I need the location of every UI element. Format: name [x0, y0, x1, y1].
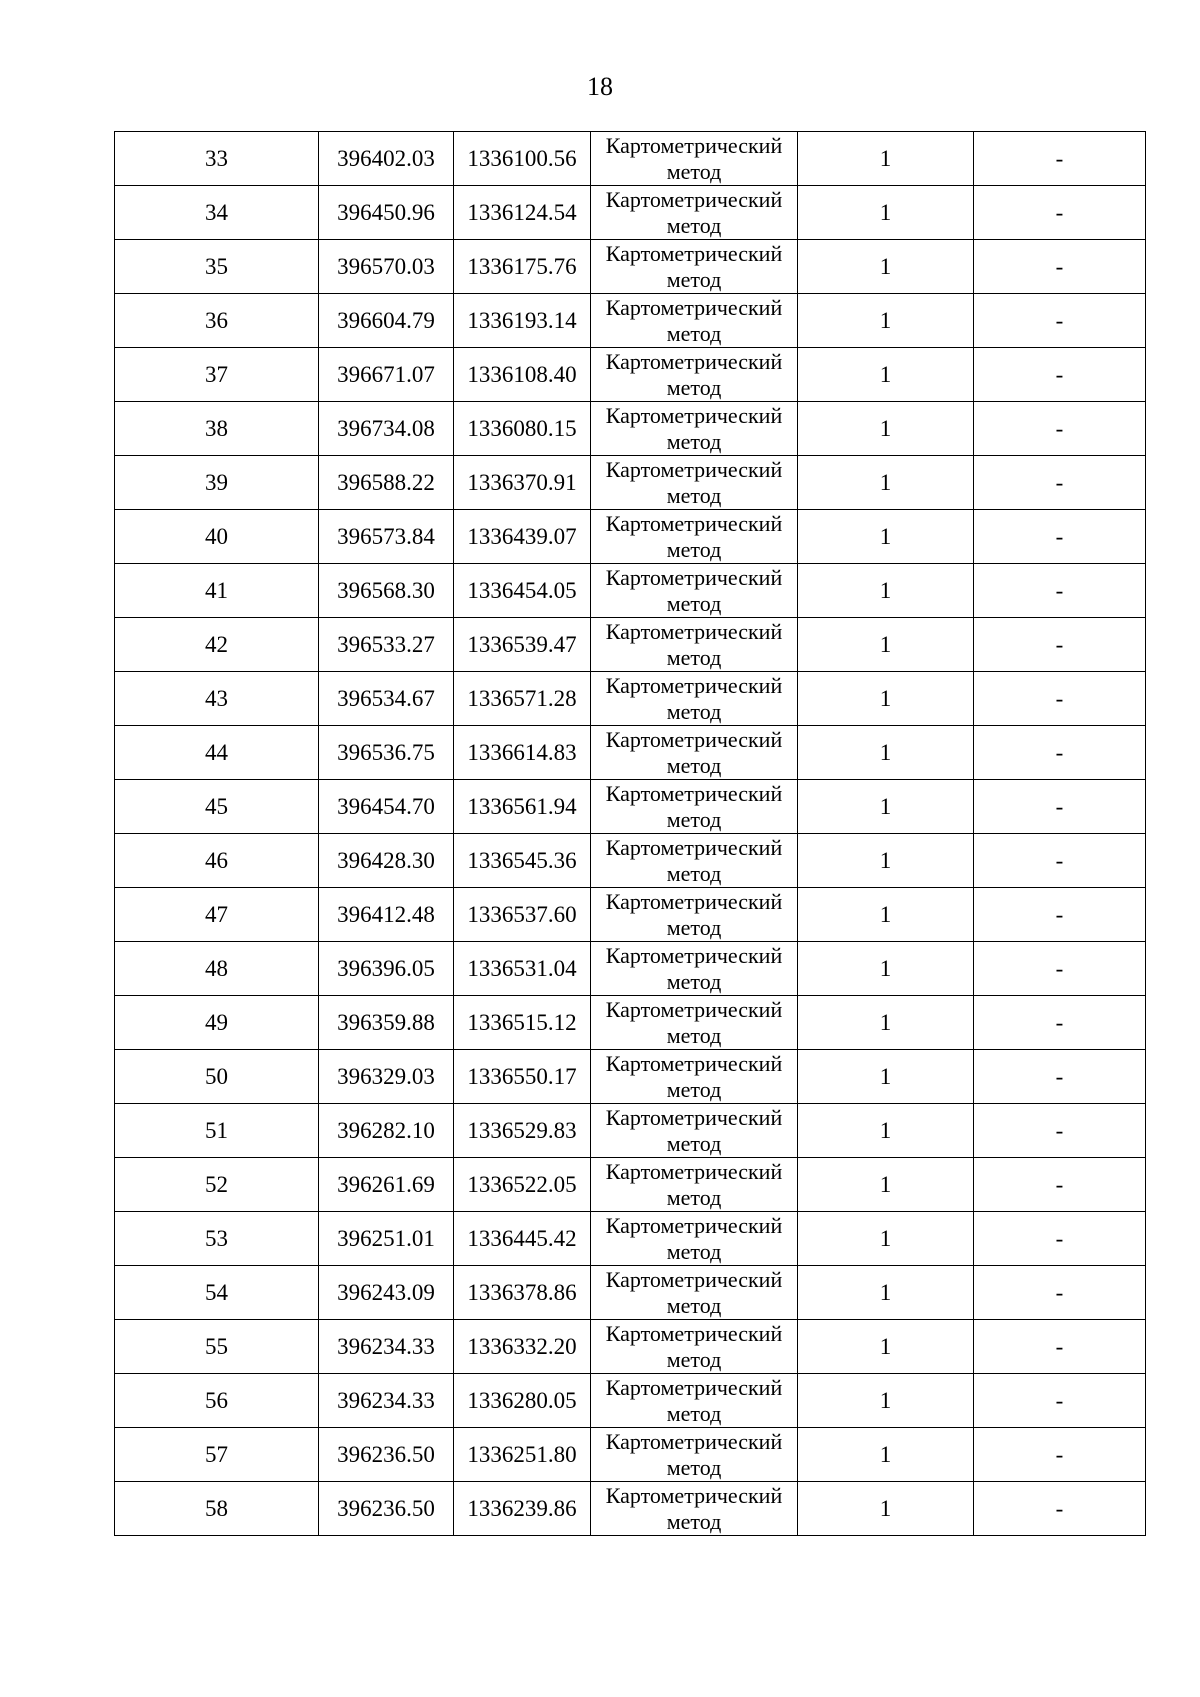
method-cell: [591, 402, 798, 456]
point-number-cell: 47: [115, 888, 319, 942]
accuracy-cell: 1: [798, 1374, 974, 1428]
method-line-1: Картометрический: [605, 1159, 783, 1184]
x-coordinate-cell: 396604.79: [319, 294, 454, 348]
method-cell: [591, 294, 798, 348]
x-coordinate-cell: 396568.30: [319, 564, 454, 618]
method-line-1: Картометрический: [605, 133, 783, 158]
y-coordinate-cell: 1336614.83: [454, 726, 591, 780]
x-coordinate-cell: 396534.67: [319, 672, 454, 726]
y-coordinate-cell: 1336193.14: [454, 294, 591, 348]
note-cell: -: [974, 1158, 1146, 1212]
point-number-cell: 39: [115, 456, 319, 510]
x-coordinate-cell: 396536.75: [319, 726, 454, 780]
method-line-2: метод: [666, 1023, 722, 1048]
accuracy-cell: 1: [798, 294, 974, 348]
note-cell: -: [974, 1482, 1146, 1536]
method-cell: [591, 672, 798, 726]
table-row: [115, 510, 1146, 564]
table-row: [115, 564, 1146, 618]
y-coordinate-cell: 1336124.54: [454, 186, 591, 240]
x-coordinate-cell: 396329.03: [319, 1050, 454, 1104]
method-cell: [591, 834, 798, 888]
accuracy-cell: 1: [798, 618, 974, 672]
method-cell: [591, 240, 798, 294]
point-number-cell: 36: [115, 294, 319, 348]
y-coordinate-cell: 1336550.17: [454, 1050, 591, 1104]
accuracy-cell: 1: [798, 780, 974, 834]
point-number-cell: 35: [115, 240, 319, 294]
accuracy-cell: 1: [798, 456, 974, 510]
note-cell: -: [974, 456, 1146, 510]
x-coordinate-cell: 396734.08: [319, 402, 454, 456]
method-line-2: метод: [666, 1077, 722, 1102]
x-coordinate-cell: 396412.48: [319, 888, 454, 942]
y-coordinate-cell: 1336100.56: [454, 132, 591, 186]
method-cell: [591, 1212, 798, 1266]
table-row: [115, 834, 1146, 888]
table-row: [115, 402, 1146, 456]
point-number-cell: 50: [115, 1050, 319, 1104]
accuracy-cell: 1: [798, 348, 974, 402]
method-cell: [591, 1266, 798, 1320]
method-line-2: метод: [666, 159, 722, 184]
y-coordinate-cell: 1336108.40: [454, 348, 591, 402]
method-line-1: Картометрический: [605, 781, 783, 806]
table-row: [115, 1482, 1146, 1536]
method-cell: [591, 1158, 798, 1212]
method-cell: [591, 618, 798, 672]
method-line-2: метод: [666, 645, 722, 670]
y-coordinate-cell: 1336080.15: [454, 402, 591, 456]
y-coordinate-cell: 1336445.42: [454, 1212, 591, 1266]
x-coordinate-cell: 396402.03: [319, 132, 454, 186]
note-cell: -: [974, 240, 1146, 294]
y-coordinate-cell: 1336370.91: [454, 456, 591, 510]
table-row: [115, 1374, 1146, 1428]
note-cell: -: [974, 186, 1146, 240]
method-line-1: Картометрический: [605, 295, 783, 320]
y-coordinate-cell: 1336545.36: [454, 834, 591, 888]
method-line-2: метод: [666, 213, 722, 238]
method-line-2: метод: [666, 915, 722, 940]
y-coordinate-cell: 1336378.86: [454, 1266, 591, 1320]
note-cell: -: [974, 780, 1146, 834]
x-coordinate-cell: 396359.88: [319, 996, 454, 1050]
table-row: [115, 456, 1146, 510]
accuracy-cell: 1: [798, 186, 974, 240]
note-cell: -: [974, 564, 1146, 618]
method-line-2: метод: [666, 321, 722, 346]
method-line-1: Картометрический: [605, 1321, 783, 1346]
method-line-2: метод: [666, 1185, 722, 1210]
method-line-1: Картометрический: [605, 1051, 783, 1076]
method-cell: [591, 942, 798, 996]
point-number-cell: 40: [115, 510, 319, 564]
y-coordinate-cell: 1336332.20: [454, 1320, 591, 1374]
x-coordinate-cell: 396450.96: [319, 186, 454, 240]
y-coordinate-cell: 1336454.05: [454, 564, 591, 618]
table-row: [115, 186, 1146, 240]
method-cell: [591, 1428, 798, 1482]
table-row: [115, 240, 1146, 294]
accuracy-cell: 1: [798, 1428, 974, 1482]
point-number-cell: 37: [115, 348, 319, 402]
method-cell: [591, 348, 798, 402]
accuracy-cell: 1: [798, 1104, 974, 1158]
accuracy-cell: 1: [798, 1050, 974, 1104]
point-number-cell: 41: [115, 564, 319, 618]
method-line-2: метод: [666, 267, 722, 292]
point-number-cell: 42: [115, 618, 319, 672]
point-number-cell: 49: [115, 996, 319, 1050]
note-cell: -: [974, 1266, 1146, 1320]
method-cell: [591, 456, 798, 510]
accuracy-cell: 1: [798, 1482, 974, 1536]
y-coordinate-cell: 1336280.05: [454, 1374, 591, 1428]
table-row: [115, 1158, 1146, 1212]
table-row: [115, 1050, 1146, 1104]
x-coordinate-cell: 396234.33: [319, 1374, 454, 1428]
point-number-cell: 53: [115, 1212, 319, 1266]
method-line-1: Картометрический: [605, 1483, 783, 1508]
y-coordinate-cell: 1336239.86: [454, 1482, 591, 1536]
note-cell: -: [974, 1104, 1146, 1158]
point-number-cell: 52: [115, 1158, 319, 1212]
x-coordinate-cell: 396570.03: [319, 240, 454, 294]
note-cell: -: [974, 510, 1146, 564]
table-row: [115, 618, 1146, 672]
method-line-1: Картометрический: [605, 889, 783, 914]
x-coordinate-cell: 396234.33: [319, 1320, 454, 1374]
table-row: [115, 132, 1146, 186]
x-coordinate-cell: 396243.09: [319, 1266, 454, 1320]
table-row: [115, 996, 1146, 1050]
accuracy-cell: 1: [798, 402, 974, 456]
note-cell: -: [974, 348, 1146, 402]
x-coordinate-cell: 396236.50: [319, 1428, 454, 1482]
accuracy-cell: 1: [798, 510, 974, 564]
note-cell: -: [974, 672, 1146, 726]
method-line-1: Картометрический: [605, 241, 783, 266]
method-cell: [591, 780, 798, 834]
x-coordinate-cell: 396588.22: [319, 456, 454, 510]
method-cell: [591, 888, 798, 942]
accuracy-cell: 1: [798, 564, 974, 618]
method-line-2: метод: [666, 429, 722, 454]
table-row: [115, 1104, 1146, 1158]
note-cell: -: [974, 1320, 1146, 1374]
table-row: [115, 726, 1146, 780]
y-coordinate-cell: 1336561.94: [454, 780, 591, 834]
method-line-1: Картометрический: [605, 403, 783, 428]
note-cell: -: [974, 942, 1146, 996]
point-number-cell: 48: [115, 942, 319, 996]
method-line-2: метод: [666, 483, 722, 508]
point-number-cell: 57: [115, 1428, 319, 1482]
table-row: [115, 1428, 1146, 1482]
table-row: [115, 294, 1146, 348]
note-cell: -: [974, 996, 1146, 1050]
accuracy-cell: 1: [798, 1212, 974, 1266]
point-number-cell: 38: [115, 402, 319, 456]
point-number-cell: 56: [115, 1374, 319, 1428]
table-row: [115, 1266, 1146, 1320]
method-line-1: Картометрический: [605, 1375, 783, 1400]
point-number-cell: 51: [115, 1104, 319, 1158]
method-line-2: метод: [666, 753, 722, 778]
note-cell: -: [974, 1428, 1146, 1482]
method-line-2: метод: [666, 1131, 722, 1156]
x-coordinate-cell: 396428.30: [319, 834, 454, 888]
method-line-2: метод: [666, 1455, 722, 1480]
y-coordinate-cell: 1336529.83: [454, 1104, 591, 1158]
method-line-2: метод: [666, 1239, 722, 1264]
point-number-cell: 45: [115, 780, 319, 834]
method-cell: [591, 1104, 798, 1158]
accuracy-cell: 1: [798, 888, 974, 942]
table-body: [115, 132, 1146, 1536]
note-cell: -: [974, 1050, 1146, 1104]
table-row: [115, 942, 1146, 996]
method-line-1: Картометрический: [605, 997, 783, 1022]
x-coordinate-cell: 396282.10: [319, 1104, 454, 1158]
point-number-cell: 43: [115, 672, 319, 726]
method-line-1: Картометрический: [605, 1267, 783, 1292]
method-line-1: Картометрический: [605, 565, 783, 590]
method-line-1: Картометрический: [605, 835, 783, 860]
method-line-1: Картометрический: [605, 1429, 783, 1454]
note-cell: -: [974, 294, 1146, 348]
y-coordinate-cell: 1336522.05: [454, 1158, 591, 1212]
table-row: [115, 780, 1146, 834]
page-number: 18: [587, 72, 613, 101]
point-number-cell: 44: [115, 726, 319, 780]
method-cell: [591, 564, 798, 618]
x-coordinate-cell: 396533.27: [319, 618, 454, 672]
table-row: [115, 1320, 1146, 1374]
point-number-cell: 58: [115, 1482, 319, 1536]
method-line-2: метод: [666, 969, 722, 994]
method-line-2: метод: [666, 1293, 722, 1318]
point-number-cell: 46: [115, 834, 319, 888]
method-line-1: Картометрический: [605, 673, 783, 698]
method-line-2: метод: [666, 537, 722, 562]
y-coordinate-cell: 1336515.12: [454, 996, 591, 1050]
y-coordinate-cell: 1336571.28: [454, 672, 591, 726]
method-line-1: Картометрический: [605, 943, 783, 968]
point-number-cell: 34: [115, 186, 319, 240]
accuracy-cell: 1: [798, 834, 974, 888]
method-line-2: метод: [666, 1401, 722, 1426]
table-row: [115, 888, 1146, 942]
method-line-2: метод: [666, 861, 722, 886]
note-cell: -: [974, 888, 1146, 942]
method-line-2: метод: [666, 1347, 722, 1372]
method-cell: [591, 1482, 798, 1536]
table-row: [115, 672, 1146, 726]
accuracy-cell: 1: [798, 996, 974, 1050]
method-cell: [591, 186, 798, 240]
method-cell: [591, 996, 798, 1050]
method-cell: [591, 132, 798, 186]
y-coordinate-cell: 1336439.07: [454, 510, 591, 564]
method-line-2: метод: [666, 807, 722, 832]
accuracy-cell: 1: [798, 726, 974, 780]
accuracy-cell: 1: [798, 942, 974, 996]
method-cell: [591, 1374, 798, 1428]
table-row: [115, 1212, 1146, 1266]
point-number-cell: 33: [115, 132, 319, 186]
method-line-1: Картометрический: [605, 1105, 783, 1130]
x-coordinate-cell: 396396.05: [319, 942, 454, 996]
note-cell: -: [974, 618, 1146, 672]
accuracy-cell: 1: [798, 1158, 974, 1212]
method-line-1: Картометрический: [605, 457, 783, 482]
y-coordinate-cell: 1336251.80: [454, 1428, 591, 1482]
x-coordinate-cell: 396454.70: [319, 780, 454, 834]
method-line-1: Картометрический: [605, 619, 783, 644]
method-line-2: метод: [666, 699, 722, 724]
method-line-1: Картометрический: [605, 511, 783, 536]
y-coordinate-cell: 1336175.76: [454, 240, 591, 294]
note-cell: -: [974, 1374, 1146, 1428]
note-cell: -: [974, 402, 1146, 456]
method-cell: [591, 726, 798, 780]
accuracy-cell: 1: [798, 1266, 974, 1320]
coordinates-table: [114, 131, 1146, 1536]
x-coordinate-cell: 396236.50: [319, 1482, 454, 1536]
note-cell: -: [974, 1212, 1146, 1266]
y-coordinate-cell: 1336537.60: [454, 888, 591, 942]
x-coordinate-cell: 396671.07: [319, 348, 454, 402]
method-line-1: Картометрический: [605, 727, 783, 752]
accuracy-cell: 1: [798, 1320, 974, 1374]
accuracy-cell: 1: [798, 240, 974, 294]
method-line-1: Картометрический: [605, 349, 783, 374]
y-coordinate-cell: 1336539.47: [454, 618, 591, 672]
note-cell: -: [974, 132, 1146, 186]
method-line-1: Картометрический: [605, 1213, 783, 1238]
method-line-2: метод: [666, 375, 722, 400]
point-number-cell: 55: [115, 1320, 319, 1374]
accuracy-cell: 1: [798, 672, 974, 726]
x-coordinate-cell: 396261.69: [319, 1158, 454, 1212]
x-coordinate-cell: 396573.84: [319, 510, 454, 564]
method-line-1: Картометрический: [605, 187, 783, 212]
y-coordinate-cell: 1336531.04: [454, 942, 591, 996]
point-number-cell: 54: [115, 1266, 319, 1320]
note-cell: -: [974, 834, 1146, 888]
method-cell: [591, 510, 798, 564]
method-line-2: метод: [666, 1509, 722, 1534]
method-cell: [591, 1320, 798, 1374]
accuracy-cell: 1: [798, 132, 974, 186]
table-row: [115, 348, 1146, 402]
method-line-2: метод: [666, 591, 722, 616]
note-cell: -: [974, 726, 1146, 780]
method-cell: [591, 1050, 798, 1104]
x-coordinate-cell: 396251.01: [319, 1212, 454, 1266]
